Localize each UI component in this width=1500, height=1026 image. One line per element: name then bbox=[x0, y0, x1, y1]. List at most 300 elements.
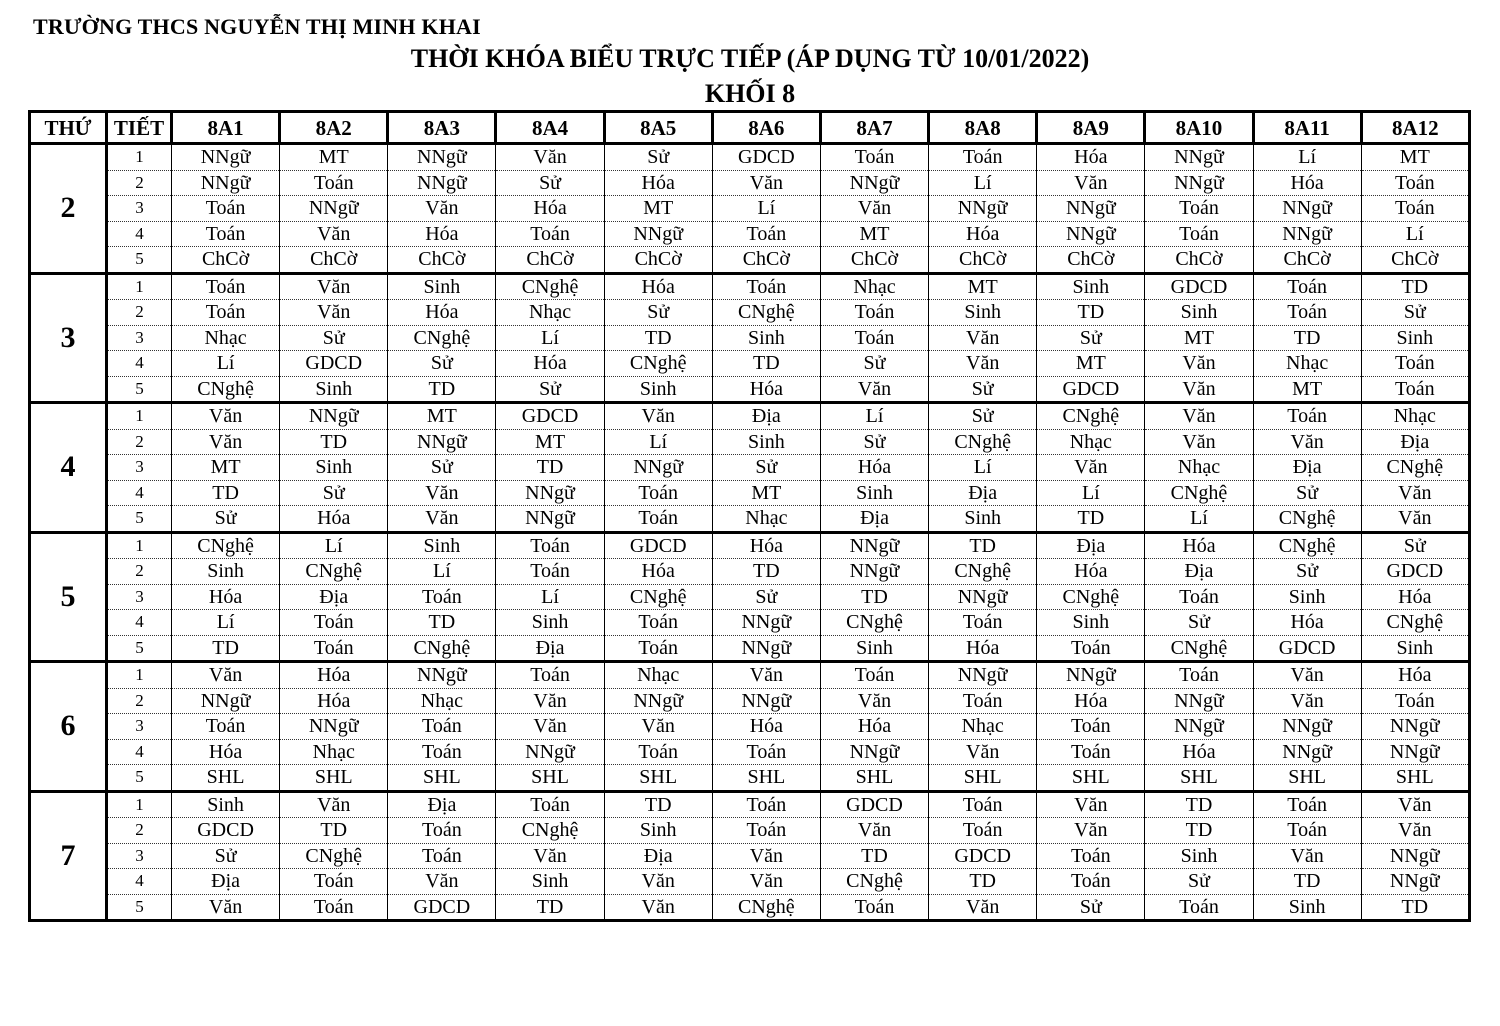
subject-cell: NNgữ bbox=[712, 610, 820, 636]
subject-cell: TD bbox=[1253, 869, 1361, 895]
subject-cell: Văn bbox=[496, 144, 604, 171]
subject-cell: Sử bbox=[1253, 480, 1361, 506]
subject-cell: ChCờ bbox=[496, 247, 604, 274]
subject-cell: NNgữ bbox=[604, 221, 712, 247]
subject-cell: MT bbox=[929, 273, 1037, 300]
subject-cell: CNghệ bbox=[712, 894, 820, 921]
subject-cell: Văn bbox=[1361, 791, 1469, 818]
subject-cell: Toán bbox=[1037, 869, 1145, 895]
period-cell: 4 bbox=[107, 610, 172, 636]
day-cell: 4 bbox=[30, 403, 107, 533]
subject-cell: Lí bbox=[388, 559, 496, 585]
subject-cell: TD bbox=[1361, 273, 1469, 300]
subject-cell: Hóa bbox=[280, 506, 388, 533]
period-cell: 2 bbox=[107, 559, 172, 585]
subject-cell: Lí bbox=[604, 429, 712, 455]
subject-cell: MT bbox=[496, 429, 604, 455]
subject-cell: Hóa bbox=[1361, 584, 1469, 610]
subject-cell: Toán bbox=[1253, 818, 1361, 844]
table-row bbox=[30, 144, 1470, 171]
subject-cell: Địa bbox=[929, 480, 1037, 506]
subject-cell: MT bbox=[712, 480, 820, 506]
subject-cell: NNgữ bbox=[820, 559, 928, 585]
subject-cell: NNgữ bbox=[1253, 739, 1361, 765]
subject-cell: Địa bbox=[1145, 559, 1253, 585]
subject-cell: Văn bbox=[1145, 429, 1253, 455]
subject-cell: GDCD bbox=[1145, 273, 1253, 300]
table-row bbox=[30, 455, 1470, 481]
period-cell: 1 bbox=[107, 273, 172, 300]
period-cell: 5 bbox=[107, 894, 172, 921]
subject-cell: Văn bbox=[172, 894, 280, 921]
subject-cell: Sinh bbox=[712, 325, 820, 351]
period-cell: 1 bbox=[107, 532, 172, 559]
subject-cell: NNgữ bbox=[1145, 714, 1253, 740]
table-row bbox=[30, 791, 1470, 818]
subject-cell: Nhạc bbox=[929, 714, 1037, 740]
subject-cell: MT bbox=[1037, 351, 1145, 377]
table-row bbox=[30, 196, 1470, 222]
subject-cell: NNgữ bbox=[1361, 739, 1469, 765]
subject-cell: Văn bbox=[496, 843, 604, 869]
subject-cell: TD bbox=[820, 843, 928, 869]
subject-cell: TD bbox=[172, 480, 280, 506]
subject-cell: Văn bbox=[604, 714, 712, 740]
subject-cell: CNghệ bbox=[604, 584, 712, 610]
subject-cell: Hóa bbox=[820, 455, 928, 481]
subject-cell: Toán bbox=[1037, 739, 1145, 765]
subject-cell: Sinh bbox=[1253, 584, 1361, 610]
subject-cell: Văn bbox=[1361, 818, 1469, 844]
subject-cell: NNgữ bbox=[172, 144, 280, 171]
table-row bbox=[30, 843, 1470, 869]
table-row bbox=[30, 403, 1470, 430]
subject-cell: Toán bbox=[172, 714, 280, 740]
subject-cell: TD bbox=[496, 894, 604, 921]
period-cell: 2 bbox=[107, 818, 172, 844]
subject-cell: Văn bbox=[1361, 506, 1469, 533]
subject-cell: Toán bbox=[1253, 300, 1361, 326]
subject-cell: Sinh bbox=[172, 559, 280, 585]
subject-cell: Hóa bbox=[1037, 559, 1145, 585]
subject-cell: SHL bbox=[172, 765, 280, 792]
table-row bbox=[30, 584, 1470, 610]
subject-cell: Văn bbox=[1253, 688, 1361, 714]
subject-cell: Toán bbox=[1145, 584, 1253, 610]
table-row bbox=[30, 325, 1470, 351]
subject-cell: Toán bbox=[1253, 791, 1361, 818]
subject-cell: Toán bbox=[604, 506, 712, 533]
subject-cell: ChCờ bbox=[1361, 247, 1469, 274]
table-row bbox=[30, 688, 1470, 714]
table-row bbox=[30, 610, 1470, 636]
table-row bbox=[30, 894, 1470, 921]
subject-cell: CNghệ bbox=[172, 376, 280, 403]
subject-cell: Văn bbox=[712, 662, 820, 689]
period-cell: 5 bbox=[107, 247, 172, 274]
subject-cell: Toán bbox=[712, 791, 820, 818]
subject-cell: Toán bbox=[929, 610, 1037, 636]
table-row bbox=[30, 351, 1470, 377]
subject-cell: TD bbox=[1361, 894, 1469, 921]
subject-cell: Sử bbox=[1253, 559, 1361, 585]
header-tiet: TIẾT bbox=[107, 112, 172, 144]
subject-cell: Văn bbox=[1253, 429, 1361, 455]
subject-cell: Toán bbox=[929, 688, 1037, 714]
subject-cell: Văn bbox=[604, 869, 712, 895]
header-row bbox=[30, 112, 1470, 144]
table-row bbox=[30, 765, 1470, 792]
subject-cell: ChCờ bbox=[929, 247, 1037, 274]
subject-cell: NNgữ bbox=[280, 714, 388, 740]
subject-cell: Toán bbox=[496, 662, 604, 689]
table-row bbox=[30, 221, 1470, 247]
subject-cell: Văn bbox=[712, 843, 820, 869]
subject-cell: Sinh bbox=[712, 429, 820, 455]
subject-cell: Sinh bbox=[1361, 635, 1469, 662]
subject-cell: Địa bbox=[172, 869, 280, 895]
subject-cell: TD bbox=[929, 869, 1037, 895]
subject-cell: Hóa bbox=[604, 170, 712, 196]
subject-cell: Toán bbox=[1361, 688, 1469, 714]
subject-cell: CNghệ bbox=[1361, 455, 1469, 481]
subject-cell: Toán bbox=[172, 196, 280, 222]
subject-cell: MT bbox=[1361, 144, 1469, 171]
subject-cell: Toán bbox=[172, 273, 280, 300]
period-cell: 5 bbox=[107, 376, 172, 403]
subject-cell: Toán bbox=[280, 170, 388, 196]
subject-cell: Sử bbox=[280, 480, 388, 506]
subject-cell: Toán bbox=[1361, 170, 1469, 196]
subject-cell: SHL bbox=[929, 765, 1037, 792]
subject-cell: Nhạc bbox=[172, 325, 280, 351]
subject-cell: Văn bbox=[1037, 170, 1145, 196]
subject-cell: Hóa bbox=[604, 559, 712, 585]
subject-cell: Sử bbox=[172, 506, 280, 533]
subject-cell: TD bbox=[388, 610, 496, 636]
subject-cell: Địa bbox=[1253, 455, 1361, 481]
subject-cell: Sinh bbox=[496, 869, 604, 895]
subject-cell: Hóa bbox=[1145, 532, 1253, 559]
subject-cell: Văn bbox=[496, 714, 604, 740]
timetable-title: THỜI KHÓA BIỂU TRỰC TIẾP (ÁP DỤNG TỪ 10/01/2022) bbox=[410, 44, 1090, 73]
subject-cell: Địa bbox=[1361, 429, 1469, 455]
subject-cell: Hóa bbox=[712, 532, 820, 559]
subject-cell: Nhạc bbox=[1145, 455, 1253, 481]
day-cell: 7 bbox=[30, 791, 107, 921]
timetable-body bbox=[30, 144, 1470, 921]
subject-cell: GDCD bbox=[1037, 376, 1145, 403]
subject-cell: Sử bbox=[388, 351, 496, 377]
subject-cell: Văn bbox=[1145, 351, 1253, 377]
subject-cell: Sử bbox=[1145, 610, 1253, 636]
subject-cell: Nhạc bbox=[1037, 429, 1145, 455]
subject-cell: NNgữ bbox=[1361, 869, 1469, 895]
subject-cell: Hóa bbox=[172, 739, 280, 765]
header-class: 8A6 bbox=[712, 112, 820, 144]
subject-cell: Văn bbox=[1037, 455, 1145, 481]
subject-cell: Toán bbox=[496, 532, 604, 559]
subject-cell: Hóa bbox=[1037, 688, 1145, 714]
subject-cell: SHL bbox=[1253, 765, 1361, 792]
table-row bbox=[30, 532, 1470, 559]
subject-cell: CNghệ bbox=[929, 429, 1037, 455]
table-row bbox=[30, 714, 1470, 740]
period-cell: 1 bbox=[107, 403, 172, 430]
subject-cell: Văn bbox=[929, 739, 1037, 765]
subject-cell: Văn bbox=[820, 688, 928, 714]
subject-cell: Địa bbox=[388, 791, 496, 818]
subject-cell: Toán bbox=[388, 739, 496, 765]
subject-cell: GDCD bbox=[929, 843, 1037, 869]
subject-cell: TD bbox=[1037, 506, 1145, 533]
subject-cell: Sử bbox=[604, 300, 712, 326]
subject-cell: Hóa bbox=[1037, 144, 1145, 171]
subject-cell: Nhạc bbox=[496, 300, 604, 326]
subject-cell: Hóa bbox=[1253, 170, 1361, 196]
subject-cell: Toán bbox=[604, 739, 712, 765]
subject-cell: Sinh bbox=[1361, 325, 1469, 351]
table-row bbox=[30, 869, 1470, 895]
subject-cell: Toán bbox=[1037, 843, 1145, 869]
period-cell: 1 bbox=[107, 662, 172, 689]
subject-cell: MT bbox=[1145, 325, 1253, 351]
subject-cell: Toán bbox=[280, 869, 388, 895]
header-class: 8A11 bbox=[1253, 112, 1361, 144]
subject-cell: NNgữ bbox=[388, 170, 496, 196]
subject-cell: TD bbox=[929, 532, 1037, 559]
subject-cell: Văn bbox=[172, 429, 280, 455]
subject-cell: CNghệ bbox=[1037, 584, 1145, 610]
subject-cell: GDCD bbox=[820, 791, 928, 818]
header-class: 8A8 bbox=[929, 112, 1037, 144]
table-row bbox=[30, 739, 1470, 765]
subject-cell: CNghệ bbox=[820, 610, 928, 636]
subject-cell: TD bbox=[712, 559, 820, 585]
subject-cell: Lí bbox=[172, 610, 280, 636]
subject-cell: Văn bbox=[712, 170, 820, 196]
subject-cell: NNgữ bbox=[604, 455, 712, 481]
subject-cell: Toán bbox=[929, 144, 1037, 171]
subject-cell: ChCờ bbox=[172, 247, 280, 274]
subject-cell: NNgữ bbox=[172, 170, 280, 196]
subject-cell: Địa bbox=[604, 843, 712, 869]
subject-cell: NNgữ bbox=[1145, 144, 1253, 171]
subject-cell: CNghệ bbox=[1145, 480, 1253, 506]
subject-cell: CNghệ bbox=[388, 325, 496, 351]
subject-cell: CNghệ bbox=[712, 300, 820, 326]
header-class: 8A2 bbox=[280, 112, 388, 144]
period-cell: 4 bbox=[107, 351, 172, 377]
subject-cell: NNgữ bbox=[280, 403, 388, 430]
subject-cell: Toán bbox=[388, 714, 496, 740]
subject-cell: Toán bbox=[1145, 221, 1253, 247]
subject-cell: TD bbox=[280, 429, 388, 455]
subject-cell: GDCD bbox=[172, 818, 280, 844]
subject-cell: Văn bbox=[1253, 662, 1361, 689]
subject-cell: NNgữ bbox=[1037, 662, 1145, 689]
subject-cell: Sinh bbox=[388, 273, 496, 300]
subject-cell: Văn bbox=[1145, 403, 1253, 430]
subject-cell: Toán bbox=[280, 894, 388, 921]
subject-cell: Sử bbox=[712, 584, 820, 610]
subject-cell: Sinh bbox=[388, 532, 496, 559]
period-cell: 2 bbox=[107, 688, 172, 714]
subject-cell: Văn bbox=[929, 325, 1037, 351]
period-cell: 3 bbox=[107, 843, 172, 869]
subject-cell: ChCờ bbox=[604, 247, 712, 274]
subject-cell: Toán bbox=[820, 144, 928, 171]
subject-cell: Toán bbox=[280, 635, 388, 662]
subject-cell: NNgữ bbox=[388, 144, 496, 171]
subject-cell: NNgữ bbox=[820, 532, 928, 559]
subject-cell: Toán bbox=[388, 818, 496, 844]
subject-cell: Toán bbox=[820, 300, 928, 326]
subject-cell: Lí bbox=[929, 455, 1037, 481]
subject-cell: CNghệ bbox=[496, 818, 604, 844]
subject-cell: Hóa bbox=[820, 714, 928, 740]
header-class: 8A1 bbox=[172, 112, 280, 144]
subject-cell: Địa bbox=[280, 584, 388, 610]
subject-cell: Văn bbox=[280, 791, 388, 818]
subject-cell: Văn bbox=[820, 196, 928, 222]
subject-cell: Toán bbox=[280, 610, 388, 636]
subject-cell: Văn bbox=[280, 221, 388, 247]
subject-cell: Hóa bbox=[929, 635, 1037, 662]
subject-cell: Địa bbox=[820, 506, 928, 533]
subject-cell: CNghệ bbox=[1145, 635, 1253, 662]
subject-cell: Lí bbox=[1253, 144, 1361, 171]
subject-cell: Văn bbox=[172, 403, 280, 430]
subject-cell: SHL bbox=[1145, 765, 1253, 792]
subject-cell: GDCD bbox=[280, 351, 388, 377]
period-cell: 2 bbox=[107, 429, 172, 455]
subject-cell: NNgữ bbox=[280, 196, 388, 222]
subject-cell: ChCờ bbox=[712, 247, 820, 274]
subject-cell: SHL bbox=[712, 765, 820, 792]
subject-cell: NNgữ bbox=[820, 170, 928, 196]
subject-cell: CNghệ bbox=[388, 635, 496, 662]
subject-cell: SHL bbox=[496, 765, 604, 792]
subject-cell: MT bbox=[280, 144, 388, 171]
subject-cell: Toán bbox=[1361, 351, 1469, 377]
subject-cell: Sinh bbox=[496, 610, 604, 636]
subject-cell: MT bbox=[172, 455, 280, 481]
subject-cell: Nhạc bbox=[388, 688, 496, 714]
subject-cell: Nhạc bbox=[1253, 351, 1361, 377]
subject-cell: ChCờ bbox=[1145, 247, 1253, 274]
subject-cell: Toán bbox=[820, 894, 928, 921]
period-cell: 4 bbox=[107, 480, 172, 506]
subject-cell: MT bbox=[388, 403, 496, 430]
subject-cell: CNghệ bbox=[280, 843, 388, 869]
subject-cell: Sinh bbox=[1145, 843, 1253, 869]
subject-cell: Nhạc bbox=[712, 506, 820, 533]
period-cell: 4 bbox=[107, 869, 172, 895]
subject-cell: Văn bbox=[604, 403, 712, 430]
subject-cell: Toán bbox=[1145, 894, 1253, 921]
table-row bbox=[30, 300, 1470, 326]
subject-cell: Toán bbox=[604, 635, 712, 662]
subject-cell: NNgữ bbox=[929, 196, 1037, 222]
subject-cell: TD bbox=[820, 584, 928, 610]
subject-cell: TD bbox=[1145, 818, 1253, 844]
period-cell: 5 bbox=[107, 635, 172, 662]
subject-cell: Sinh bbox=[929, 300, 1037, 326]
table-row bbox=[30, 376, 1470, 403]
subject-cell: NNgữ bbox=[496, 739, 604, 765]
subject-cell: SHL bbox=[280, 765, 388, 792]
period-cell: 3 bbox=[107, 584, 172, 610]
subject-cell: NNgữ bbox=[388, 429, 496, 455]
subject-cell: Toán bbox=[1037, 635, 1145, 662]
subject-cell: Văn bbox=[388, 869, 496, 895]
subject-cell: CNghệ bbox=[604, 351, 712, 377]
table-row bbox=[30, 506, 1470, 533]
subject-cell: Sinh bbox=[1253, 894, 1361, 921]
subject-cell: SHL bbox=[1037, 765, 1145, 792]
subject-cell: CNghệ bbox=[280, 559, 388, 585]
subject-cell: Văn bbox=[1037, 791, 1145, 818]
subject-cell: ChCờ bbox=[1253, 247, 1361, 274]
subject-cell: Lí bbox=[712, 196, 820, 222]
subject-cell: ChCờ bbox=[280, 247, 388, 274]
subject-cell: Toán bbox=[1145, 662, 1253, 689]
subject-cell: Văn bbox=[172, 662, 280, 689]
subject-cell: GDCD bbox=[1253, 635, 1361, 662]
period-cell: 1 bbox=[107, 791, 172, 818]
subject-cell: TD bbox=[604, 325, 712, 351]
subject-cell: Sử bbox=[1361, 300, 1469, 326]
subject-cell: Văn bbox=[496, 688, 604, 714]
subject-cell: Toán bbox=[929, 791, 1037, 818]
subject-cell: Sử bbox=[1145, 869, 1253, 895]
day-cell: 6 bbox=[30, 662, 107, 792]
subject-cell: NNgữ bbox=[1253, 714, 1361, 740]
subject-cell: Toán bbox=[712, 739, 820, 765]
subject-cell: Toán bbox=[172, 221, 280, 247]
subject-cell: MT bbox=[604, 196, 712, 222]
subject-cell: Hóa bbox=[172, 584, 280, 610]
subject-cell: Văn bbox=[1145, 376, 1253, 403]
subject-cell: GDCD bbox=[1361, 559, 1469, 585]
day-cell: 2 bbox=[30, 144, 107, 274]
subject-cell: Sử bbox=[929, 403, 1037, 430]
subject-cell: NNgữ bbox=[712, 635, 820, 662]
subject-cell: Sử bbox=[820, 429, 928, 455]
subject-cell: Văn bbox=[712, 869, 820, 895]
subject-cell: Văn bbox=[1253, 843, 1361, 869]
subject-cell: Hóa bbox=[496, 196, 604, 222]
period-cell: 3 bbox=[107, 325, 172, 351]
subject-cell: ChCờ bbox=[820, 247, 928, 274]
subject-cell: Toán bbox=[496, 791, 604, 818]
header-thu: THỨ bbox=[30, 112, 107, 144]
subject-cell: Hóa bbox=[712, 714, 820, 740]
subject-cell: Nhạc bbox=[280, 739, 388, 765]
subject-cell: GDCD bbox=[388, 894, 496, 921]
subject-cell: NNgữ bbox=[604, 688, 712, 714]
period-cell: 1 bbox=[107, 144, 172, 171]
subject-cell: Toán bbox=[1145, 196, 1253, 222]
subject-cell: Hóa bbox=[280, 688, 388, 714]
period-cell: 5 bbox=[107, 765, 172, 792]
day-cell: 5 bbox=[30, 532, 107, 662]
subject-cell: Hóa bbox=[1253, 610, 1361, 636]
subject-cell: Địa bbox=[1037, 532, 1145, 559]
subject-cell: Địa bbox=[496, 635, 604, 662]
subject-cell: Lí bbox=[496, 584, 604, 610]
